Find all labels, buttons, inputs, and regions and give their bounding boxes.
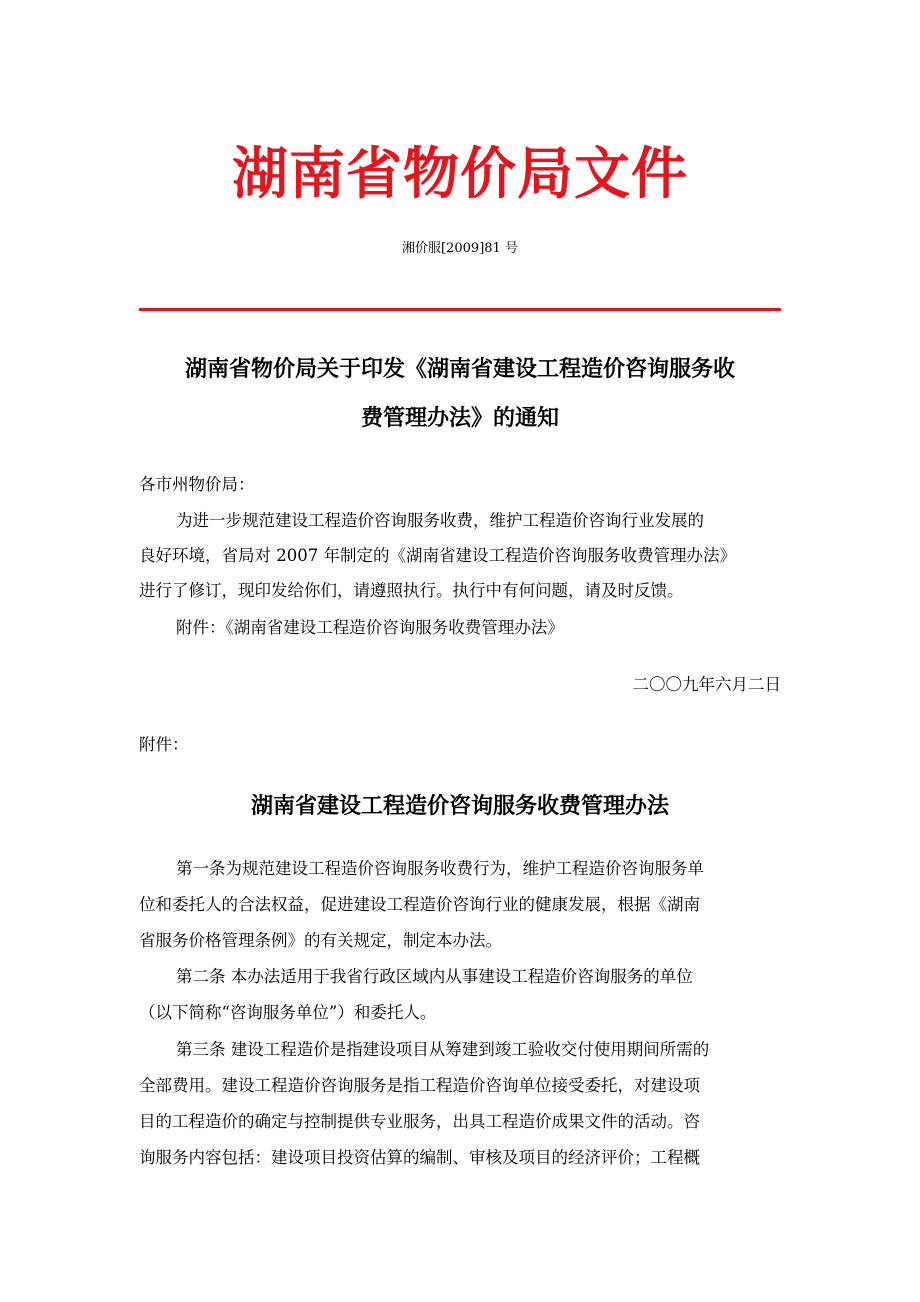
red-divider (139, 308, 781, 311)
issue-date: 二〇〇九年六月二日 (632, 675, 781, 694)
attachment-title: 湖南省建设工程造价咨询服务收费管理办法 (250, 794, 669, 819)
article-1-line: 省服务价格管理条例》的有关规定，制定本办法。 (139, 931, 502, 950)
article-3-line: 目的工程造价的确定与控制提供专业服务，出具工程造价成果文件的活动。咨 (139, 1112, 700, 1131)
notice-body-line: 良好环境，省局对 2007 年制定的《湖南省建设工程造价咨询服务收费管理办法》 (139, 546, 736, 565)
article-3-line: 询服务内容包括：建设项目投资估算的编制、审核及项目的经济评价；工程概 (139, 1148, 700, 1167)
article-3-line: 全部费用。建设工程造价咨询服务是指工程造价咨询单位接受委托，对建设项 (139, 1076, 700, 1095)
article-1-line: 第一条为规范建设工程造价咨询服务收费行为，维护工程造价咨询服务单 (176, 859, 704, 878)
article-2-line: （以下简称“咨询服务单位”）和委托人。 (139, 1003, 437, 1022)
notice-body-line: 进行了修订，现印发给你们，请遵照执行。执行中有何问题，请及时反馈。 (139, 581, 684, 600)
notice-body-line: 为进一步规范建设工程造价咨询服务收费，维护工程造价咨询行业发展的 (176, 511, 704, 530)
notice-title-line-2: 费管理办法》的通知 (360, 406, 559, 431)
attachment-reference: 附件：《湖南省建设工程造价咨询服务收费管理办法》 (176, 618, 564, 637)
addressee: 各市州物价局： (139, 475, 255, 494)
article-3-line: 第三条 建设工程造价是指建设项目从筹建到竣工验收交付使用期间所需的 (176, 1040, 710, 1059)
notice-title-line-1: 湖南省物价局关于印发《湖南省建设工程造价咨询服务收 (184, 357, 735, 382)
attachment-label: 附件： (139, 735, 189, 754)
document-number: 湘价服[2009]81 号 (402, 241, 518, 256)
article-1-line: 位和委托人的合法权益，促进建设工程造价咨询行业的健康发展，根据《湖南 (139, 895, 700, 914)
article-2-line: 第二条 本办法适用于我省行政区域内从事建设工程造价咨询服务的单位 (176, 967, 693, 986)
masthead-title: 湖南省物价局文件 (232, 142, 688, 207)
